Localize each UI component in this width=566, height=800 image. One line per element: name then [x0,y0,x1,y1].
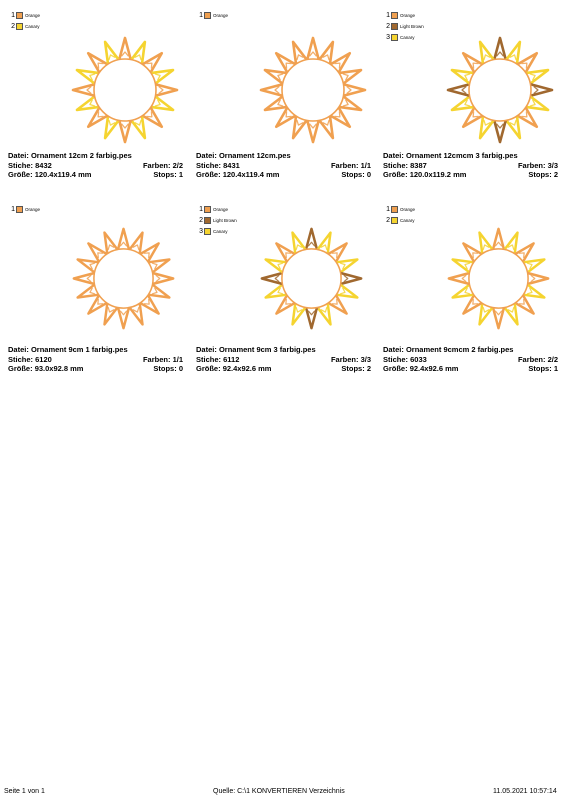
thread-legend-item [196,215,237,225]
ornament-spike-inner [275,87,279,94]
thread-color-swatch [391,23,398,30]
size-value: 92.4x92.6 mm [222,364,272,373]
ornament-spike-inner [310,124,317,128]
ornament-inner-ring [94,249,153,308]
color-count [331,355,371,365]
stops-label: Stops: [341,364,365,373]
design-size [8,170,91,180]
thread-number: 2 [386,216,390,224]
size-value: 93.0x92.8 mm [34,364,84,373]
colors-value: 1/1 [172,354,183,364]
stitch-count [383,161,427,171]
colors-value: 1/1 [360,160,371,170]
design-size [8,364,83,374]
footer-source: Quelle: C:\1 KONVERTIEREN Verzeichnis [213,788,345,795]
ornament-inner-ring [94,59,156,121]
thread-name: Orange [400,206,416,212]
ornament-spike [74,273,95,284]
thread-color-swatch [16,206,23,213]
stitches-label: Stiche: [383,354,409,364]
size-stops-row [196,364,371,374]
ornament-spike [307,120,319,142]
ornament-spike-inner [120,242,127,246]
thread-color-swatch [204,12,211,19]
thread-number: 1 [11,205,15,213]
thread-legend-item [8,204,40,214]
stops-label: Stops: [528,364,552,373]
design-size [383,364,458,374]
ornament-spike [449,273,470,284]
stitches-label: Stiche: [383,160,409,170]
thread-number: 1 [386,11,390,19]
stitches-colors-row [196,161,371,171]
ornament-spike-inner [159,87,163,94]
thread-name: Canary [400,34,415,40]
design-info [8,151,183,180]
ornament-spike-inner [122,52,129,56]
ornament-spike [494,120,506,142]
thread-legend [383,204,415,226]
size-label: Größe: [383,364,408,373]
thread-color-swatch [391,34,398,41]
thread-legend-item [196,10,228,20]
design-card [8,10,183,180]
thread-name: Canary [400,217,415,223]
ornament-spike [261,84,283,96]
stop-count [528,364,558,374]
design-card [383,10,558,180]
colors-label: Farben: [142,354,171,364]
stops-label: Stops: [528,170,552,179]
stops-label: Stops: [153,170,177,179]
size-stops-row [8,170,183,180]
thread-name: Light Brown [213,217,237,223]
footer-datetime: 11.05.2021 10:57:14 [493,788,557,795]
design-card [8,204,183,374]
colors-value: 3/3 [360,354,371,364]
thread-name: Canary [25,23,40,29]
stitches-value: 8432 [35,160,52,170]
ornament-spike-inner [308,242,315,246]
colors-label: Farben: [330,354,359,364]
design-card [196,10,371,180]
design-info [196,151,371,180]
file-value: Ornament 12cmcm 3 farbig.pes [405,151,518,160]
file-name [383,151,518,161]
stitches-colors-row [383,355,558,365]
stitch-count [196,355,239,365]
thread-number: 3 [386,33,390,41]
file-row [8,151,183,161]
colors-label: Farben: [517,160,546,170]
design-info [8,345,183,374]
stop-count [341,170,371,180]
ornament-spike-inner [122,124,129,128]
design-info [196,345,371,374]
ornament-spike-inner [120,311,127,315]
ornament-spike-inner [531,275,535,282]
size-label: Größe: [196,170,221,179]
stitches-colors-row [196,355,371,365]
design-size [196,170,279,180]
stitches-value: 8387 [410,160,427,170]
ornament-spike-inner [308,311,315,315]
colors-value: 2/2 [547,354,558,364]
ornament-spike-inner [275,275,279,282]
colors-value: 3/3 [547,160,558,170]
design-card [383,204,558,374]
thread-legend [383,10,424,43]
color-count [143,355,183,365]
ornament-spike-inner [497,124,504,128]
size-label: Größe: [8,170,33,179]
ornament-inner-ring [282,249,341,308]
color-count [143,161,183,171]
thread-legend [8,10,40,32]
ornament-spike [493,229,504,250]
ornament-spike-inner [156,275,160,282]
file-value: Ornament 12cm.pes [218,151,291,160]
thread-legend-item [8,10,40,20]
size-label: Größe: [8,364,33,373]
size-label: Größe: [383,170,408,179]
ornament-spike [119,38,131,60]
stops-value: 1 [178,170,183,179]
thread-legend [8,204,40,215]
file-value: Ornament 9cm 3 farbig.pes [218,345,316,354]
embroidery-ornament-preview [446,226,551,331]
ornament-spike [118,308,129,329]
file-value: Ornament 9cm 1 farbig.pes [30,345,128,354]
ornament-spike [493,308,504,329]
thread-color-swatch [391,12,398,19]
ornament-spike-inner [495,242,502,246]
file-label: Datei: [8,151,29,160]
stitch-count [383,355,427,365]
file-label: Datei: [8,345,29,354]
thread-number: 2 [386,22,390,30]
ornament-inner-ring [469,59,531,121]
ornament-inner-ring [469,249,528,308]
ornament-spike-inner [87,275,91,282]
file-row [196,151,371,161]
thread-name: Light Brown [400,23,424,29]
stitch-count [196,161,240,171]
stitches-colors-row [383,161,558,171]
ornament-spike [343,84,365,96]
size-stops-row [8,364,183,374]
thread-number: 1 [11,11,15,19]
file-row [383,345,558,355]
stitch-count [8,161,52,171]
file-name [196,345,316,355]
file-label: Datei: [383,151,404,160]
stop-count [341,364,371,374]
ornament-spike [307,38,319,60]
ornament-spike [155,84,177,96]
thread-legend [196,204,237,237]
stops-value: 0 [366,170,371,179]
file-row [8,345,183,355]
thread-name: Orange [25,206,41,212]
color-count [331,161,371,171]
stitches-colors-row [8,161,183,171]
embroidery-ornament-preview [258,35,368,145]
design-size [383,170,466,180]
ornament-spike [262,273,283,284]
stitches-value: 6112 [223,354,240,364]
file-label: Datei: [196,151,217,160]
ornament-spike-inner [462,87,466,94]
thread-legend-item [8,21,40,31]
file-name [196,151,291,161]
size-value: 120.4x119.4 mm [34,170,92,179]
thread-name: Orange [213,206,229,212]
stitches-label: Stiche: [196,354,222,364]
ornament-spike [306,308,317,329]
file-name [383,345,513,355]
stitches-label: Stiche: [8,160,34,170]
thread-legend-item [196,226,237,236]
stop-count [528,170,558,180]
stitches-colors-row [8,355,183,365]
size-value: 92.4x92.6 mm [409,364,459,373]
thread-legend-item [383,10,424,20]
thread-legend [196,10,228,21]
color-count [518,161,558,171]
size-value: 120.0x119.2 mm [409,170,467,179]
colors-label: Farben: [517,354,546,364]
stops-value: 0 [178,364,183,373]
thread-legend-item [383,204,415,214]
size-value: 120.4x119.4 mm [222,170,280,179]
ornament-spike [73,84,95,96]
ornament-spike-inner [87,87,91,94]
thread-name: Canary [213,228,228,234]
file-row [196,345,371,355]
design-size [196,364,271,374]
thread-color-swatch [391,217,398,224]
ornament-spike [494,38,506,60]
stops-value: 2 [553,170,558,179]
stops-value: 2 [366,364,371,373]
stops-value: 1 [553,364,558,373]
design-info [383,151,558,180]
thread-legend-item [383,21,424,31]
ornament-spike [341,273,362,284]
stitches-value: 6033 [410,354,427,364]
stops-label: Stops: [341,170,365,179]
thread-color-swatch [204,217,211,224]
ornament-spike [118,229,129,250]
size-label: Größe: [196,364,221,373]
size-stops-row [383,364,558,374]
stitches-label: Stiche: [196,160,222,170]
thread-color-swatch [391,206,398,213]
thread-legend-item [383,32,424,42]
thread-number: 1 [199,205,203,213]
ornament-spike [153,273,174,284]
ornament-spike [306,229,317,250]
design-card [196,204,371,374]
embroidery-ornament-preview [259,226,364,331]
thread-number: 3 [199,227,203,235]
ornament-spike [528,273,549,284]
thread-number: 2 [199,216,203,224]
stitch-count [8,355,52,365]
thread-name: Orange [213,12,229,18]
thread-number: 1 [199,11,203,19]
thread-name: Orange [25,12,41,18]
colors-value: 2/2 [172,160,183,170]
ornament-spike-inner [497,52,504,56]
embroidery-ornament-preview [71,226,176,331]
design-info [383,345,558,374]
thread-color-swatch [16,23,23,30]
stops-label: Stops: [153,364,177,373]
ornament-spike [119,120,131,142]
stitches-label: Stiche: [8,354,34,364]
thread-legend-item [196,204,237,214]
stitches-value: 6120 [35,354,52,364]
file-label: Datei: [383,345,404,354]
embroidery-ornament-preview [445,35,555,145]
ornament-spike [530,84,552,96]
thread-number: 1 [386,205,390,213]
stop-count [153,364,183,374]
colors-label: Farben: [330,160,359,170]
stop-count [153,170,183,180]
ornament-spike-inner [495,311,502,315]
footer-page: Seite 1 von 1 [4,788,45,795]
file-name [8,345,128,355]
file-value: Ornament 12cm 2 farbig.pes [30,151,132,160]
file-value: Ornament 9cmcm 2 farbig.pes [405,345,514,354]
embroidery-ornament-preview [70,35,180,145]
thread-color-swatch [16,12,23,19]
ornament-spike-inner [347,87,351,94]
ornament-spike-inner [462,275,466,282]
color-count [518,355,558,365]
ornament-spike-inner [310,52,317,56]
file-label: Datei: [196,345,217,354]
size-stops-row [383,170,558,180]
stitches-value: 8431 [223,160,240,170]
thread-number: 2 [11,22,15,30]
file-name [8,151,132,161]
ornament-inner-ring [282,59,344,121]
thread-color-swatch [204,206,211,213]
thread-name: Orange [400,12,416,18]
ornament-spike-inner [534,87,538,94]
ornament-spike [448,84,470,96]
thread-legend-item [383,215,415,225]
ornament-spike-inner [344,275,348,282]
size-stops-row [196,170,371,180]
thread-color-swatch [204,228,211,235]
file-row [383,151,558,161]
colors-label: Farben: [142,160,171,170]
